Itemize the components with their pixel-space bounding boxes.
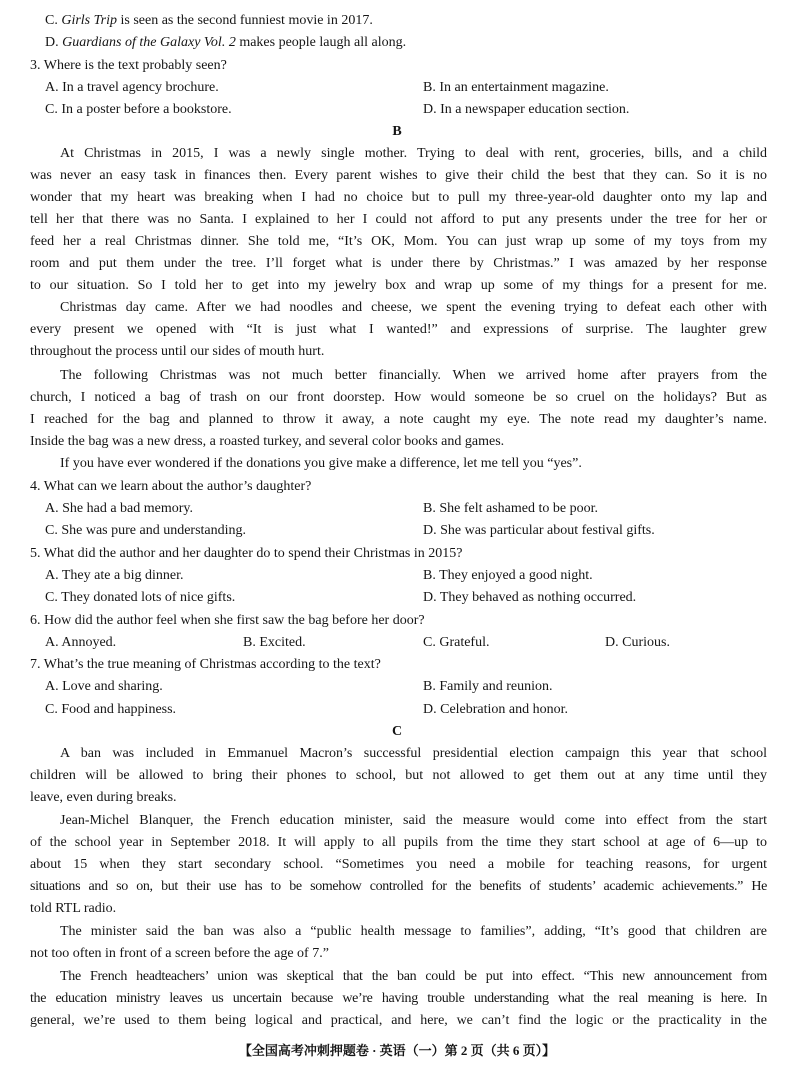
- q3-option-d: D. In a newspaper education section.: [423, 102, 630, 117]
- q6-option-b: B. Excited.: [243, 635, 306, 650]
- passage-c-line: general, we’re used to them being logical and practical, and here, we can’t find the logic or the practicality in the: [30, 1013, 767, 1028]
- passage-c-line: about 15 when they start secondary school. “Sometimes you need a mobile for teaching reasons, for urgent: [30, 857, 767, 872]
- passage-b-line: throughout the process until our sides of mouth hurt.: [30, 344, 325, 359]
- q5-option-d: D. They behaved as nothing occurred.: [423, 590, 637, 605]
- q3-option-a: A. In a travel agency brochure.: [45, 80, 219, 95]
- option-text: is seen as the second funniest movie in 2017.: [116, 13, 373, 28]
- option-prefix: D.: [45, 35, 63, 50]
- passage-c-line: A ban was included in Emmanuel Macron’s successful presidential election campaign this year that school: [60, 746, 767, 761]
- passage-b-line: wonder that my heart was breaking when I had no choice but to pull my three-year-old daughter onto my lap and: [30, 190, 767, 205]
- passage-c-line: The minister said the ban was also a “public health message to families”, adding, “It’s good that children are: [60, 924, 767, 939]
- passage-c-line: the education ministry leaves us uncertain because we’re having trouble understanding what the real meaning is here. In: [30, 991, 767, 1006]
- q7-option-c: C. Food and happiness.: [45, 702, 177, 717]
- q6-option-a: A. Annoyed.: [45, 635, 117, 650]
- movie-title: Girls Trip: [61, 13, 117, 28]
- q4-option-a: A. She had a bad memory.: [45, 501, 193, 516]
- passage-b-line: tell her that there was no Santa. I explained to her I could not afford to put any presents under the tree for her or: [30, 212, 767, 227]
- q6-stem: 6. How did the author feel when she first saw the bag before her door?: [30, 613, 425, 628]
- q7-option-a: A. Love and sharing.: [45, 679, 163, 694]
- q7-option-d: D. Celebration and honor.: [423, 702, 569, 717]
- passage-c-line: The French headteachers’ union was skeptical that the ban could be put into effect. “This new announcement from: [60, 969, 767, 984]
- q4-stem: 4. What can we learn about the author’s daughter?: [30, 479, 312, 494]
- passage-c-line: told RTL radio.: [30, 901, 117, 916]
- passage-b-line: Christmas day came. After we had noodles and cheese, we spent the evening trying to defeat each other with: [60, 300, 767, 315]
- q4-option-b: B. She felt ashamed to be poor.: [423, 501, 598, 516]
- q5-option-c: C. They donated lots of nice gifts.: [45, 590, 236, 605]
- passage-b-line: to our situation. So I told her to get into my jewelry box and wrap up some of my things for a present for me.: [30, 278, 767, 293]
- q7-stem: 7. What’s the true meaning of Christmas according to the text?: [30, 657, 381, 672]
- q4-option-c: C. She was pure and understanding.: [45, 523, 247, 538]
- option-text: makes people laugh all along.: [235, 35, 407, 50]
- passage-b-line: I reached for the bag and planned to throw it away, a note caught my eye. The note read my daughter’s name.: [30, 412, 767, 427]
- passage-c-line: situations and so on, but their use has to be somehow controlled for the benefits of students’ academic achievements.” He: [30, 879, 767, 894]
- q5-option-b: B. They enjoyed a good night.: [423, 568, 593, 583]
- page-footer: 【全国高考冲刺押题卷 · 英语（一）第 2 页（共 6 页）】: [238, 1043, 556, 1058]
- passage-b-line: was never an easy task in finances then. Every parent wishes to give their child the best that they can. So it is no: [30, 168, 767, 183]
- passage-b-line: room and put them under the tree. I’ll forget what is under there by Christmas.” I was amazed by her response: [30, 256, 767, 271]
- q3-stem: 3. Where is the text probably seen?: [30, 58, 227, 73]
- passage-b-line: If you have ever wondered if the donations you give make a difference, let me tell you “yes”.: [60, 456, 582, 471]
- q7-option-b: B. Family and reunion.: [423, 679, 553, 694]
- section-b-heading: B: [392, 124, 402, 139]
- passage-b-line: Inside the bag was a new dress, a roasted turkey, and several color books and games.: [30, 434, 505, 449]
- section-c-heading: C: [391, 724, 403, 739]
- passage-b-line: The following Christmas was not much better financially. When we arrived home after prayers from the: [60, 368, 767, 383]
- q2-option-d: [45, 34, 406, 52]
- passage-c-line: leave, even during breaks.: [30, 790, 177, 805]
- passage-c-line: Jean-Michel Blanquer, the French education minister, said the measure would come into effect from the start: [60, 813, 767, 828]
- passage-b-line: At Christmas in 2015, I was a newly single mother. Trying to deal with rent, groceries, bills, and a child: [60, 146, 767, 161]
- passage-c-line: not too often in front of a screen before the age of 7.”: [30, 946, 329, 961]
- q2-option-c: [45, 12, 373, 30]
- passage-c-line: of the school year in September 2018. It will apply to all pupils from the time they start school at age of 6—up to: [30, 835, 767, 850]
- q5-option-a: A. They ate a big dinner.: [45, 568, 184, 583]
- q6-option-c: C. Grateful.: [423, 635, 490, 650]
- q4-option-d: D. She was particular about festival gifts.: [423, 523, 655, 538]
- q3-option-c: C. In a poster before a bookstore.: [45, 102, 232, 117]
- q3-option-b: B. In an entertainment magazine.: [423, 80, 609, 95]
- movie-title: Guardians of the Galaxy Vol. 2: [62, 35, 236, 50]
- q6-option-d: D. Curious.: [605, 635, 670, 650]
- option-prefix: C.: [45, 13, 62, 28]
- passage-b-line: feed her a real Christmas dinner. She told me, “It’s OK, Mom. You can just wrap up some of my toys from my: [30, 234, 767, 249]
- passage-b-line: every present we opened with “It is just what I wanted!” and expressions of surprise. The laughter grew: [30, 322, 767, 337]
- q5-stem: 5. What did the author and her daughter do to spend their Christmas in 2015?: [30, 546, 463, 561]
- passage-c-line: children will be allowed to bring their phones to school, but not allowed to get them out at any time until they: [30, 768, 767, 783]
- passage-b-line: church, I noticed a bag of trash on our front doorstep. How would someone be so cruel on the holidays? But as: [30, 390, 767, 405]
